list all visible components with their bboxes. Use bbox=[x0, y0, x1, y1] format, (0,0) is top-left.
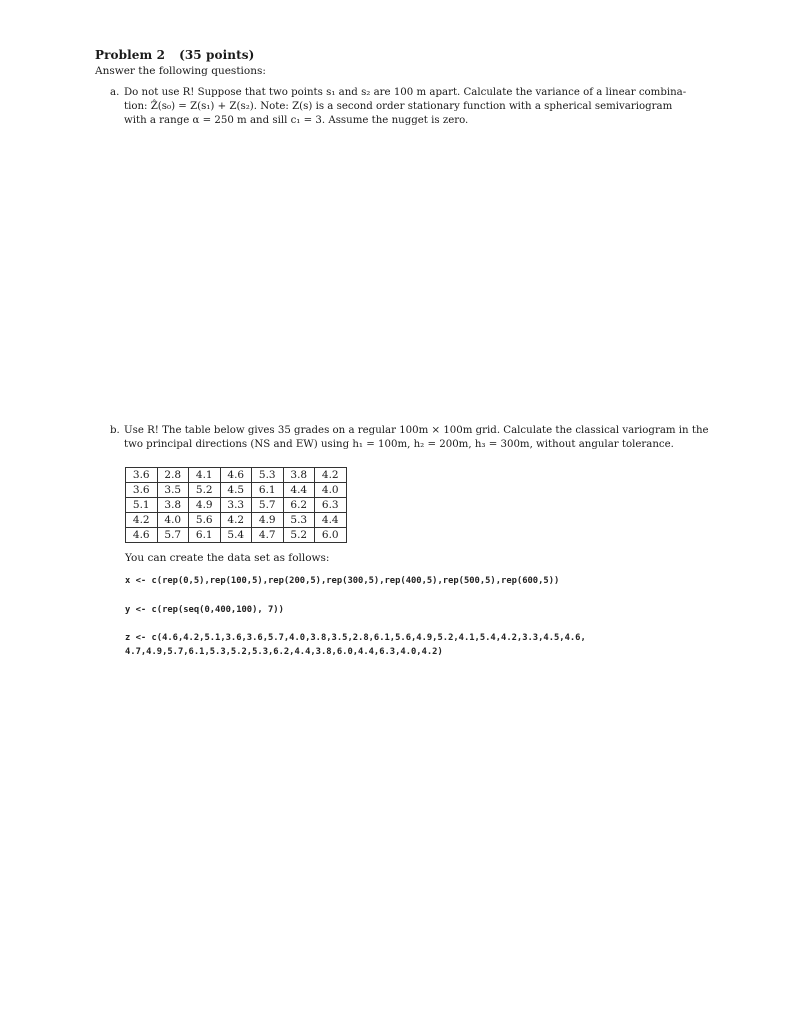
create-data-label: You can create the data set as follows: bbox=[125, 552, 330, 564]
table-cell: 4.2 bbox=[126, 513, 158, 528]
problem-number: Problem 2 bbox=[95, 48, 166, 62]
code-x-line: x <- c(rep(0,5),rep(100,5),rep(200,5),rep(300,5),rep(400,5),rep(500,5),rep(600,5)) bbox=[125, 576, 560, 586]
table-cell: 3.6 bbox=[126, 468, 158, 483]
table-cell: 5.6 bbox=[189, 513, 221, 528]
table-cell: 4.6 bbox=[220, 468, 252, 483]
part-a-line: with a range α = 250 m and sill c₁ = 3. Assume the nugget is zero. bbox=[124, 115, 469, 126]
code-z-block bbox=[125, 631, 586, 659]
part-b-marker: b. bbox=[110, 425, 120, 436]
table-row bbox=[126, 498, 347, 513]
table-cell: 4.9 bbox=[189, 498, 221, 513]
table-cell: 6.1 bbox=[252, 483, 284, 498]
table-row bbox=[126, 513, 347, 528]
table-cell: 4.7 bbox=[252, 528, 284, 543]
table-cell: 3.8 bbox=[283, 468, 315, 483]
code-y-line: y <- c(rep(seq(0,400,100), 7)) bbox=[125, 605, 284, 615]
table-row bbox=[126, 483, 347, 498]
table-cell: 2.8 bbox=[157, 468, 189, 483]
part-a-body bbox=[124, 86, 710, 128]
part-b-line: Use R! The table below gives 35 grades on a regular 100m × 100m grid. Calculate the classical variogram in the bbox=[124, 425, 709, 436]
table-cell: 5.2 bbox=[189, 483, 221, 498]
table-cell: 4.2 bbox=[220, 513, 252, 528]
table-cell: 3.6 bbox=[126, 483, 158, 498]
table-cell: 4.1 bbox=[189, 468, 221, 483]
table-cell: 4.4 bbox=[283, 483, 315, 498]
grades-table bbox=[125, 467, 347, 543]
table-cell: 6.0 bbox=[315, 528, 347, 543]
table-cell: 3.8 bbox=[157, 498, 189, 513]
part-a-marker: a. bbox=[110, 87, 120, 98]
table-cell: 5.1 bbox=[126, 498, 158, 513]
part-a bbox=[110, 86, 710, 128]
problem-intro: Answer the following questions: bbox=[95, 65, 266, 77]
table-cell: 4.0 bbox=[315, 483, 347, 498]
table-cell: 5.3 bbox=[283, 513, 315, 528]
table-row bbox=[126, 468, 347, 483]
table-cell: 4.9 bbox=[252, 513, 284, 528]
part-a-line: Do not use R! Suppose that two points s₁ and s₂ are 100 m apart. Calculate the variance of a linear combina- bbox=[124, 87, 687, 98]
part-a-line: tion: Ẑ(s₀) = Z(s₁) + Z(s₂). Note: Z(s) is a second order stationary function with a spherical semivariogram bbox=[124, 101, 673, 112]
table-cell: 4.2 bbox=[315, 468, 347, 483]
part-b-body bbox=[124, 424, 710, 452]
table-cell: 5.7 bbox=[157, 528, 189, 543]
problem-points: (35 points) bbox=[179, 48, 255, 62]
table-cell: 4.4 bbox=[315, 513, 347, 528]
table-cell: 6.2 bbox=[283, 498, 315, 513]
table-cell: 5.3 bbox=[252, 468, 284, 483]
table-cell: 5.7 bbox=[252, 498, 284, 513]
part-b-line: two principal directions (NS and EW) using h₁ = 100m, h₂ = 200m, h₃ = 300m, without angular tolerance. bbox=[124, 439, 674, 450]
table-cell: 5.2 bbox=[283, 528, 315, 543]
table-cell: 3.3 bbox=[220, 498, 252, 513]
table-row bbox=[126, 528, 347, 543]
table-cell: 4.5 bbox=[220, 483, 252, 498]
table-cell: 4.0 bbox=[157, 513, 189, 528]
table-cell: 4.6 bbox=[126, 528, 158, 543]
problem-title bbox=[95, 48, 254, 62]
table-cell: 6.3 bbox=[315, 498, 347, 513]
table-cell: 3.5 bbox=[157, 483, 189, 498]
table-cell: 5.4 bbox=[220, 528, 252, 543]
part-b bbox=[110, 424, 710, 452]
code-z-line: z <- c(4.6,4.2,5.1,3.6,3.6,5.7,4.0,3.8,3.5,2.8,6.1,5.6,4.9,5.2,4.1,5.4,4.2,3.3,4.5,4.6, bbox=[125, 633, 586, 643]
code-z-line: 4.7,4.9,5.7,6.1,5.3,5.2,5.3,6.2,4.4,3.8,6.0,4.4,6.3,4.0,4.2) bbox=[125, 647, 443, 657]
table-cell: 6.1 bbox=[189, 528, 221, 543]
